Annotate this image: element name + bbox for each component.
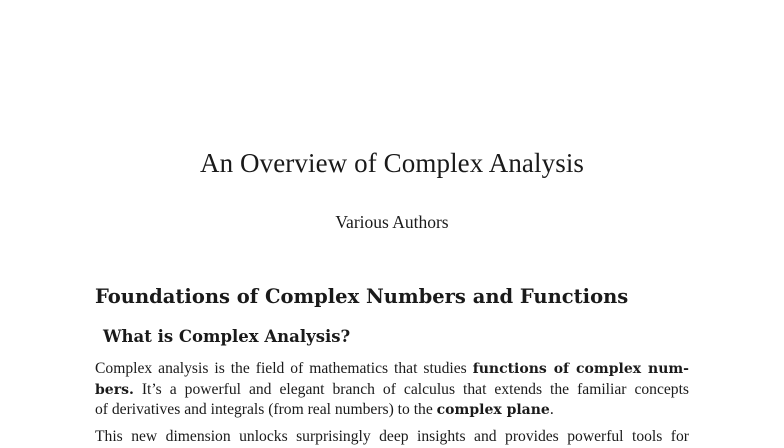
paragraph-continued [95, 427, 689, 448]
paragraph-line: This new dimension unlocks surprisingly deep insights and provides powerful tools for [95, 428, 689, 445]
paragraph-intro [95, 359, 689, 421]
paragraph-line [95, 400, 689, 421]
text-run: of derivatives and integrals (from real numbers) to the [95, 401, 437, 418]
document-title: An Overview of Complex Analysis [199, 148, 585, 178]
paragraph-line [95, 359, 689, 380]
subsection-heading: What is Complex Analysis? [103, 327, 351, 346]
text-run: Complex analysis is the field of mathematics that studies [95, 360, 473, 377]
section-heading: Foundations of Complex Numbers and Functions [95, 285, 629, 308]
document-author: Various Authors [335, 212, 449, 232]
bold-term: complex plane [436, 402, 550, 418]
bold-term: bers. [95, 381, 134, 398]
paragraph-line [95, 380, 689, 401]
text-run: It’s a powerful and elegant branch of calculus that extends the familiar concepts [133, 380, 689, 398]
bold-term: functions of complex num- [472, 361, 689, 377]
text-run: . [549, 401, 554, 418]
